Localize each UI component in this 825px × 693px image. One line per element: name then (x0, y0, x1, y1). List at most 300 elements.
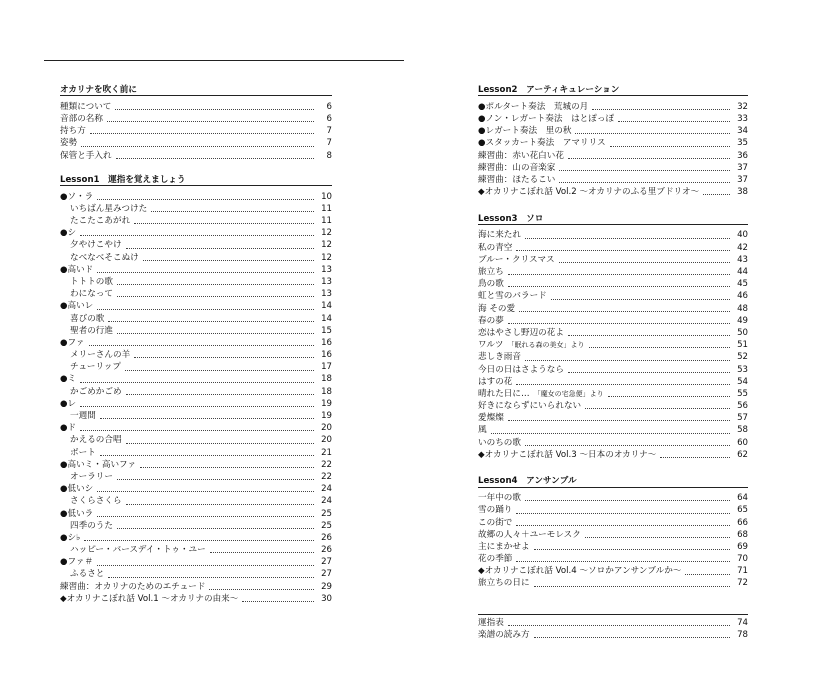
dot-leader (97, 565, 314, 566)
toc-entry[interactable] (60, 508, 332, 520)
dot-leader (491, 433, 730, 434)
toc-entry[interactable] (60, 300, 332, 312)
toc-entry-page: 70 (737, 554, 748, 565)
toc-entry-title: 姿勢 (60, 138, 78, 149)
toc-entry-page: 21 (321, 447, 332, 458)
toc-entry[interactable] (478, 364, 748, 376)
toc-entry-page: 42 (737, 242, 748, 253)
dot-leader (97, 272, 314, 273)
toc-entry-page: 10 (321, 191, 332, 202)
toc-entry-page: 16 (321, 350, 332, 361)
toc-entry-title: なべなべそこぬけ (70, 252, 139, 263)
toc-entry[interactable] (478, 517, 748, 529)
dot-leader (516, 513, 730, 514)
toc-entry-page: 14 (321, 301, 332, 312)
toc-entry-title: この街で (478, 517, 513, 528)
dot-leader (209, 589, 314, 590)
toc-entry-title: ハッピー・バースデイ・トゥ・ユー (70, 545, 206, 556)
left-column (60, 84, 332, 605)
dot-leader (108, 321, 314, 322)
toc-entry[interactable] (60, 101, 332, 113)
toc-entry[interactable] (60, 150, 332, 162)
toc-entry-page: 24 (321, 496, 332, 507)
toc-entry[interactable] (478, 242, 748, 254)
dot-leader (585, 408, 730, 409)
toc-entry-title: 旅立ちの日に (478, 578, 530, 589)
toc-entry[interactable] (478, 449, 748, 461)
toc-entry-title: ●ファ (60, 337, 85, 348)
toc-entry-page: 22 (321, 471, 332, 482)
toc-entry[interactable] (478, 578, 748, 590)
toc-entry[interactable] (60, 556, 332, 568)
section-heading: オカリナを吹く前に (60, 84, 332, 96)
toc-entry-title: いのちの歌 (478, 437, 521, 448)
toc-entry[interactable] (60, 337, 332, 349)
dot-leader (151, 211, 314, 212)
dot-leader (525, 360, 730, 361)
toc-entry-page: 34 (737, 126, 748, 137)
toc-entry-page: 26 (321, 532, 332, 543)
appendix-rule (478, 614, 748, 615)
toc-entry[interactable] (478, 303, 748, 315)
dot-leader (568, 372, 730, 373)
toc-entry[interactable] (60, 483, 332, 495)
toc-entry-page: 32 (737, 101, 748, 112)
toc-entry[interactable] (60, 215, 332, 227)
toc-entry-title: 持ち方 (60, 126, 86, 137)
toc-entry-page: 7 (326, 138, 332, 149)
toc-entry[interactable] (478, 315, 748, 327)
toc-entry-title: ●ソ・ラ (60, 191, 94, 202)
toc-entry[interactable] (478, 565, 748, 577)
toc-entry[interactable] (60, 125, 332, 137)
toc-entry-page: 36 (737, 150, 748, 161)
toc-entry-title: かごめかごめ (70, 386, 122, 397)
toc-entry-title: ●レ (60, 398, 77, 409)
dot-leader (115, 109, 314, 110)
toc-section (478, 213, 748, 461)
toc-entry-title: ◆オカリナこぼれ話 Vol.4 〜ソロかアンサンブルか〜 (478, 566, 682, 577)
dot-leader (585, 537, 730, 538)
toc-entry-title: ボート (70, 447, 96, 458)
toc-entry-page: 72 (737, 578, 748, 589)
toc-entry-page: 54 (737, 376, 748, 387)
dot-leader (610, 146, 730, 147)
toc-entry-title: 鳥の歌 (478, 279, 504, 290)
toc-entry-page: 71 (737, 566, 748, 577)
toc-entry-title: 主にまかせよ (478, 541, 530, 552)
toc-entry-title: 故郷の人々＋ユーモレスク (478, 529, 581, 540)
dot-leader (126, 443, 314, 444)
toc-entry-page: 30 (321, 593, 332, 604)
toc-entry[interactable] (478, 174, 748, 186)
dot-leader (685, 574, 730, 575)
toc-entry[interactable] (60, 349, 332, 361)
toc-entry-title: ●高いド (60, 264, 94, 275)
toc-entry[interactable] (60, 276, 332, 288)
toc-entry[interactable] (60, 581, 332, 593)
dot-leader (559, 262, 730, 263)
toc-entry-page: 29 (321, 581, 332, 592)
dot-leader (575, 133, 730, 134)
dot-leader (568, 335, 730, 336)
toc-entry-page: 15 (321, 325, 332, 336)
toc-entry-note: 「眠れる森の美女」より (507, 341, 585, 350)
toc-entry-page: 12 (321, 252, 332, 263)
toc-entry-page: 43 (737, 254, 748, 265)
dot-leader (516, 384, 730, 385)
toc-entry-title: チューリップ (70, 362, 121, 373)
toc-entry-page: 27 (321, 557, 332, 568)
toc-entry-title: 練習曲：ほたるこい (478, 174, 556, 185)
toc-entry[interactable] (478, 162, 748, 174)
toc-entry-page: 51 (737, 340, 748, 351)
toc-entry[interactable] (478, 278, 748, 290)
dot-leader (100, 418, 314, 419)
toc-entry-page: 8 (326, 150, 332, 161)
toc-entry-page: 18 (321, 374, 332, 385)
toc-entry-title: 喜びの歌 (70, 313, 105, 324)
toc-entry-title: 練習曲：山の音楽家 (478, 162, 556, 173)
dot-leader (516, 561, 730, 562)
toc-entry[interactable] (478, 266, 748, 278)
dot-leader (80, 235, 314, 236)
toc-entry[interactable] (60, 495, 332, 507)
toc-entry[interactable] (60, 422, 332, 434)
toc-entry-page: 6 (326, 101, 332, 112)
dot-leader (589, 347, 730, 348)
toc-entry[interactable] (478, 125, 748, 137)
toc-entry-page: 44 (737, 267, 748, 277)
top-rule (44, 60, 404, 61)
toc-entry-title: ●高いレ (60, 301, 94, 312)
toc-entry[interactable] (60, 471, 332, 483)
toc-entry-page: 37 (737, 162, 748, 173)
dot-leader (80, 382, 314, 383)
dot-leader (125, 370, 314, 371)
toc-entry-page: 11 (321, 203, 332, 214)
toc-section (478, 84, 748, 198)
toc-entry-title: 海 その愛 (478, 303, 516, 314)
toc-entry-title: ●ド (60, 423, 77, 434)
toc-entry-page: 14 (321, 313, 332, 324)
toc-entry[interactable] (60, 386, 332, 398)
dot-leader (508, 286, 730, 287)
toc-entry-title: オーラリー (70, 471, 113, 482)
toc-entry[interactable] (60, 398, 332, 410)
toc-entry-title: 私の青空 (478, 242, 513, 253)
section-heading: Lesson2 アーティキュレーション (478, 84, 748, 96)
toc-entry[interactable] (478, 492, 748, 504)
toc-entry-page: 50 (737, 327, 748, 338)
toc-entry-page: 56 (737, 401, 748, 412)
toc-entry-page: 20 (321, 423, 332, 434)
toc-entry-title: ブルー・クリスマス (478, 254, 555, 265)
toc-entry-page: 66 (737, 517, 748, 528)
toc-entry[interactable] (478, 101, 748, 113)
toc-entry-page: 52 (737, 352, 748, 363)
toc-entry-title: 晴れた日に… (478, 388, 530, 399)
toc-entry[interactable] (60, 447, 332, 459)
toc-entry[interactable] (60, 137, 332, 149)
dot-leader (508, 323, 730, 324)
dot-leader (116, 158, 314, 159)
toc-entry-title: ●レガート奏法 里の秋 (478, 126, 572, 137)
toc-entry-page: 22 (321, 459, 332, 470)
toc-entry-page: 55 (737, 388, 748, 399)
toc-entry[interactable] (60, 459, 332, 471)
toc-entry[interactable] (60, 569, 332, 581)
toc-entry-title: ●低いシ (60, 484, 94, 495)
toc-entry-title: 一週間 (70, 411, 96, 422)
toc-entry[interactable] (478, 150, 748, 162)
dot-leader (703, 194, 730, 195)
toc-entry-title: わになって (70, 289, 113, 300)
appendix-list (478, 617, 748, 641)
toc-entry-title: 虹と雪のバラード (478, 291, 547, 302)
toc-entry[interactable] (60, 313, 332, 325)
dot-leader (117, 528, 314, 529)
toc-entry-page: 58 (737, 425, 748, 436)
toc-entry[interactable] (478, 339, 748, 351)
toc-entry-title: 一年中の歌 (478, 493, 521, 504)
toc-entry-title: 夕やけこやけ (70, 240, 122, 251)
toc-entry-title: 練習曲：オカリナのためのエチュード (60, 581, 206, 592)
toc-entry-title: ふるさと (70, 569, 105, 580)
dot-leader (534, 637, 730, 638)
toc-entry-page: 12 (321, 240, 332, 251)
toc-entry-page: 20 (321, 435, 332, 446)
toc-entry[interactable] (478, 229, 748, 241)
toc-entry[interactable] (478, 529, 748, 541)
toc-entry-page: 62 (737, 449, 748, 460)
toc-entry-page: 46 (737, 291, 748, 302)
toc-entry-page: 16 (321, 337, 332, 348)
toc-entry[interactable] (60, 252, 332, 264)
toc-entry-page: 57 (737, 413, 748, 424)
toc-entry[interactable] (478, 629, 748, 641)
toc-entry[interactable] (478, 113, 748, 125)
dot-leader (97, 491, 314, 492)
toc-section (60, 84, 332, 162)
toc-entry-page: 40 (737, 230, 748, 241)
toc-entry[interactable] (478, 617, 748, 629)
toc-entry-title: ●低いラ (60, 508, 94, 519)
dot-leader (210, 552, 314, 553)
toc-entry[interactable] (478, 504, 748, 516)
toc-entry-title: 運指表 (478, 617, 504, 628)
dot-leader (117, 333, 314, 334)
toc-entry[interactable] (60, 203, 332, 215)
toc-entry-page: 19 (321, 411, 332, 422)
dot-leader (117, 479, 314, 480)
toc-entry-title: 好きにならずにいられない (478, 401, 582, 412)
toc-entry-page: 45 (737, 279, 748, 290)
dot-leader (81, 146, 314, 147)
toc-entry-title: 海に来たれ (478, 230, 521, 241)
toc-entry-title: いちばん星みつけた (70, 203, 148, 214)
dot-leader (97, 516, 314, 517)
dot-leader (134, 223, 314, 224)
toc-entry[interactable] (478, 351, 748, 363)
toc-entry-title: ●ポルタート奏法 荒城の月 (478, 101, 589, 112)
toc-entry-page: 7 (326, 126, 332, 137)
dot-leader (89, 345, 314, 346)
toc-entry-page: 24 (321, 484, 332, 495)
dot-leader (100, 455, 314, 456)
toc-entry-page: 18 (321, 386, 332, 397)
toc-entry-page: 13 (321, 276, 332, 287)
toc-entry-page: 53 (737, 364, 748, 375)
toc-entry-title: ●シ♭ (60, 532, 81, 543)
toc-entry-page: 12 (321, 228, 332, 239)
toc-entry[interactable] (60, 434, 332, 446)
dot-leader (516, 525, 730, 526)
toc-entry[interactable] (478, 327, 748, 339)
toc-entry-title: 恋はやさし野辺の花よ (478, 327, 564, 338)
toc-entry-page: 60 (737, 437, 748, 448)
toc-entry[interactable] (478, 541, 748, 553)
toc-entry[interactable] (478, 137, 748, 149)
dot-leader (84, 540, 314, 541)
toc-entry[interactable] (60, 374, 332, 386)
toc-entry[interactable] (60, 593, 332, 605)
toc-entry-title: 今日の日はさようなら (478, 364, 564, 375)
dot-leader (80, 406, 314, 407)
toc-entry-page: 37 (737, 174, 748, 185)
dot-leader (568, 158, 730, 159)
dot-leader (508, 274, 730, 275)
toc-entry[interactable] (60, 227, 332, 239)
dot-leader (97, 309, 314, 310)
toc-entry[interactable] (60, 520, 332, 532)
section-heading: Lesson1 運指を覚えましょう (60, 174, 332, 186)
toc-entry-page: 74 (737, 617, 748, 628)
toc-entry[interactable] (60, 361, 332, 373)
toc-entry-page: 17 (321, 362, 332, 373)
toc-entry-title: ●ミ (60, 374, 77, 385)
toc-entry[interactable] (478, 437, 748, 449)
toc-entry[interactable] (478, 254, 748, 266)
section-heading: Lesson3 ソロ (478, 213, 748, 225)
toc-entry[interactable] (478, 412, 748, 424)
dot-leader (107, 121, 314, 122)
toc-entry-title: ワルツ (478, 340, 504, 351)
dot-leader (97, 199, 314, 200)
dot-leader (80, 430, 314, 431)
toc-entry[interactable] (60, 532, 332, 544)
dot-leader (618, 121, 730, 122)
dot-leader (140, 467, 314, 468)
dot-leader (519, 311, 730, 312)
dot-leader (508, 420, 730, 421)
toc-entry-page: 26 (321, 545, 332, 556)
toc-entry-title: 楽譜の読み方 (478, 629, 530, 640)
toc-entry-title: 音部の名称 (60, 113, 103, 124)
dot-leader (117, 296, 314, 297)
toc-entry-page: 11 (321, 216, 332, 227)
dot-leader (126, 248, 314, 249)
dot-leader (608, 396, 730, 397)
toc-entry[interactable] (478, 553, 748, 565)
toc-entry-title: ●ノン・レガート奏法 はとぽっぽ (478, 113, 615, 124)
toc-entry[interactable] (60, 325, 332, 337)
toc-entry-title: メリーさんの羊 (70, 350, 131, 361)
toc-entry-page: 48 (737, 303, 748, 314)
toc-entry[interactable] (60, 410, 332, 422)
dot-leader (143, 260, 314, 261)
toc-entry[interactable] (478, 388, 748, 400)
toc-entry[interactable] (60, 113, 332, 125)
dot-leader (126, 504, 314, 505)
toc-entry-page: 13 (321, 289, 332, 300)
toc-entry-page: 33 (737, 113, 748, 124)
toc-entry-page: 27 (321, 569, 332, 580)
toc-entry-title: ●ファ＃ (60, 557, 94, 568)
toc-entry-title: 練習曲：赤い花白い花 (478, 150, 564, 161)
toc-entry-title: 愛燦燦 (478, 413, 504, 424)
dot-leader (551, 299, 730, 300)
toc-entry-title: トトトの歌 (70, 276, 113, 287)
dot-leader (525, 500, 730, 501)
toc-entry[interactable] (60, 191, 332, 203)
toc-entry[interactable] (60, 264, 332, 276)
toc-entry[interactable] (478, 424, 748, 436)
toc-entry-page: 35 (737, 138, 748, 149)
dot-leader (534, 549, 730, 550)
toc-section (60, 174, 332, 605)
toc-entry[interactable] (478, 290, 748, 302)
toc-entry-page: 69 (737, 541, 748, 552)
toc-entry[interactable] (60, 544, 332, 556)
dot-leader (592, 109, 730, 110)
toc-entry[interactable] (60, 288, 332, 300)
toc-entry-title: さくらさくら (70, 496, 122, 507)
dot-leader (516, 250, 730, 251)
toc-entry-page: 25 (321, 520, 332, 531)
toc-entry-title: ◆オカリナこぼれ話 Vol.3 〜日本のオカリナ〜 (478, 449, 657, 460)
toc-entry-title: たこたこあがれ (70, 216, 131, 227)
toc-entry-title: 聖者の行進 (70, 325, 113, 336)
toc-entry-title: 花の季節 (478, 554, 513, 565)
dot-leader (134, 357, 314, 358)
toc-entry-title: 旅立ち (478, 267, 504, 277)
toc-entry-page: 68 (737, 529, 748, 540)
toc-entry-page: 65 (737, 505, 748, 516)
toc-entry-title: ◆オカリナこぼれ話 Vol.2 〜オカリナのふる里ブドリオ〜 (478, 187, 700, 198)
dot-leader (525, 445, 730, 446)
right-column (478, 84, 748, 641)
toc-entry[interactable] (478, 376, 748, 388)
toc-entry-title: はすの花 (478, 376, 513, 387)
dot-leader (117, 284, 314, 285)
toc-entry[interactable] (478, 186, 748, 198)
toc-entry-title: ●シ (60, 228, 77, 239)
toc-entry-title: 悲しき雨音 (478, 352, 521, 363)
toc-entry[interactable] (60, 239, 332, 251)
toc-entry-title: 春の夢 (478, 315, 504, 326)
toc-entry-page: 13 (321, 264, 332, 275)
toc-section (478, 475, 748, 589)
toc-entry-title: かえるの合唱 (70, 435, 122, 446)
toc-entry-title: ◆オカリナこぼれ話 Vol.1 〜オカリナの由来〜 (60, 593, 239, 604)
dot-leader (660, 457, 730, 458)
toc-entry[interactable] (478, 400, 748, 412)
dot-leader (126, 394, 314, 395)
toc-entry-page: 38 (737, 187, 748, 198)
toc-entry-page: 19 (321, 398, 332, 409)
toc-entry-page: 6 (326, 113, 332, 124)
